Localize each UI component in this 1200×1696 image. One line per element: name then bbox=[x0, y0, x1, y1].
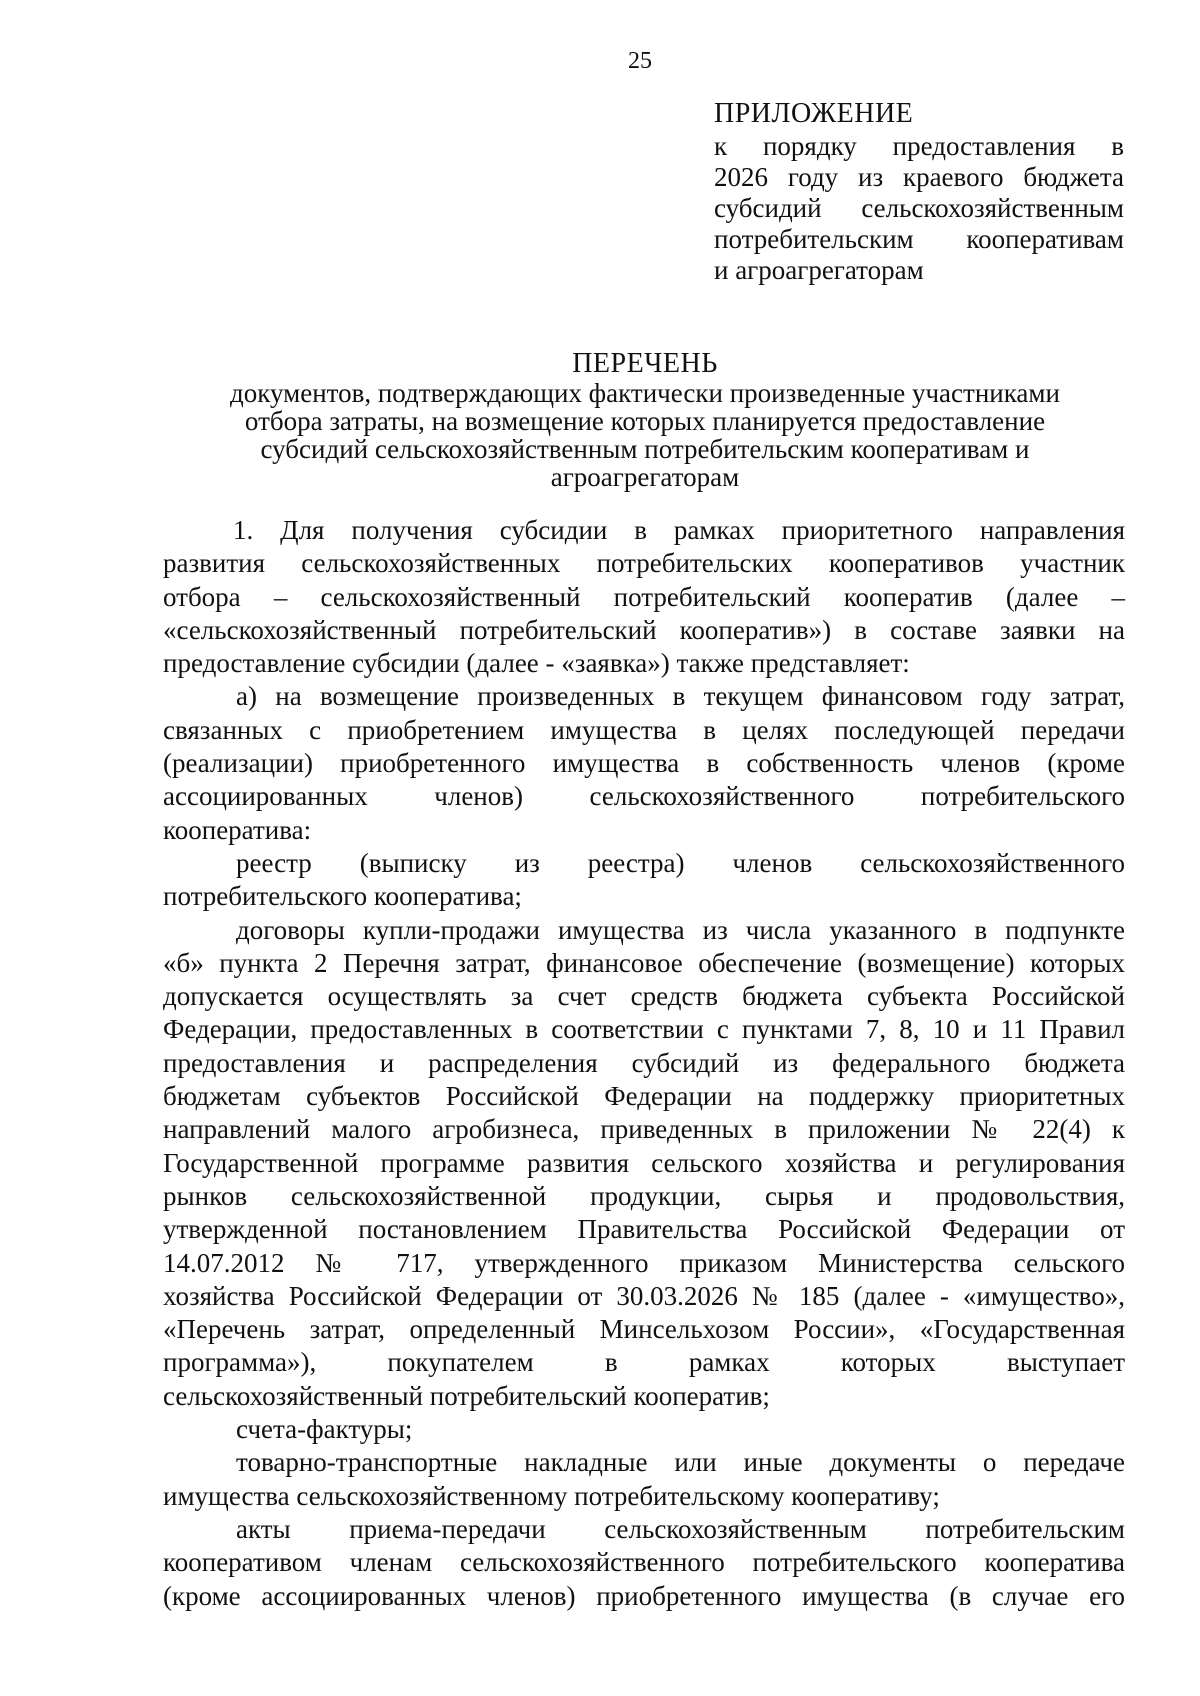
body-line: рынков сельскохозяйственной продукции, сырья и продовольствия, bbox=[163, 1180, 1125, 1211]
body-line: кооперативом членам сельскохозяйственного потребительского кооператива bbox=[163, 1547, 1125, 1578]
body-line: (кроме ассоциированных членов) приобретенного имущества (в случае его bbox=[163, 1580, 1125, 1611]
body-line: предоставления и распределения субсидий из федерального бюджета bbox=[163, 1047, 1125, 1078]
body-line: направлений малого агробизнеса, приведенных в приложении № 22(4) к bbox=[163, 1114, 1125, 1145]
body-text bbox=[163, 514, 1125, 1613]
appendix-title: ПРИЛОЖЕНИЕ bbox=[714, 98, 914, 129]
appendix-line: 2026 году из краевого бюджета bbox=[714, 162, 1124, 192]
body-line: потребительского кооператива; bbox=[163, 881, 522, 912]
list-subtitle-line: отбора затраты, на возмещение которых планируется предоставление bbox=[244, 406, 1046, 436]
body-line: реестр (выписку из реестра) членов сельскохозяйственного bbox=[236, 847, 1125, 878]
body-line: ассоциированных членов) сельскохозяйственного потребительского bbox=[163, 781, 1125, 812]
body-line: акты приема-передачи сельскохозяйственным потребительским bbox=[236, 1513, 1125, 1544]
list-subtitle-line: субсидий сельскохозяйственным потребительским кооперативам и bbox=[260, 434, 1030, 464]
body-line: сельскохозяйственный потребительский кооператив; bbox=[163, 1380, 770, 1411]
appendix-line: субсидий сельскохозяйственным bbox=[714, 193, 1124, 223]
body-line: кооператива: bbox=[163, 814, 312, 845]
list-title: ПЕРЕЧЕНЬ bbox=[572, 348, 718, 379]
body-line: товарно-транспортные накладные или иные документы о передаче bbox=[236, 1447, 1125, 1478]
body-line: «Перечень затрат, определенный Минсельхозом России», «Государственная bbox=[163, 1314, 1125, 1345]
body-line: счета-фактуры; bbox=[236, 1414, 413, 1445]
body-line: «б» пункта 2 Перечня затрат, финансовое обеспечение (возмещение) которых bbox=[163, 947, 1125, 978]
body-line: развития сельскохозяйственных потребительских кооперативов участник bbox=[163, 548, 1125, 579]
list-subtitle-line: агроагрегаторам bbox=[550, 462, 740, 492]
body-line: утвержденной постановлением Правительства Российской Федерации от bbox=[163, 1214, 1125, 1245]
body-line: предоставление субсидии (далее - «заявка») также представляет: bbox=[163, 648, 910, 679]
appendix-line: потребительским кооперативам bbox=[714, 224, 1124, 254]
body-line: «сельскохозяйственный потребительский кооператив») в составе заявки на bbox=[163, 614, 1125, 645]
body-line: хозяйства Российской Федерации от 30.03.2026 № 185 (далее - «имущество», bbox=[163, 1280, 1125, 1311]
appendix-line: к порядку предоставления в bbox=[714, 131, 1124, 161]
body-line: (реализации) приобретенного имущества в собственность членов (кроме bbox=[163, 748, 1125, 779]
page-number: 25 bbox=[628, 48, 652, 74]
body-line: отбора – сельскохозяйственный потребительский кооператив (далее – bbox=[163, 581, 1125, 612]
list-header bbox=[165, 350, 1125, 491]
body-line: Государственной программе развития сельского хозяйства и регулирования bbox=[163, 1147, 1125, 1178]
body-line: связанных с приобретением имущества в целях последующей передачи bbox=[163, 714, 1125, 745]
body-line: допускается осуществлять за счет средств бюджета субъекта Российской bbox=[163, 981, 1125, 1012]
appendix-block bbox=[714, 98, 1124, 286]
body-line: а) на возмещение произведенных в текущем финансовом году затрат, bbox=[236, 681, 1125, 712]
body-line: бюджетам субъектов Российской Федерации на поддержку приоритетных bbox=[163, 1081, 1125, 1112]
body-line: договоры купли-продажи имущества из числа указанного в подпункте bbox=[236, 914, 1125, 945]
body-line: Федерации, предоставленных в соответствии с пунктами 7, 8, 10 и 11 Правил bbox=[163, 1014, 1125, 1045]
body-line: имущества сельскохозяйственному потребительскому кооперативу; bbox=[163, 1480, 940, 1511]
body-line: 1. Для получения субсидии в рамках приоритетного направления bbox=[233, 515, 1125, 545]
list-subtitle-line: документов, подтверждающих фактически произведенные участниками bbox=[230, 378, 1060, 408]
body-line: 14.07.2012 № 717, утвержденного приказом Министерства сельского bbox=[163, 1247, 1125, 1278]
body-line: программа»), покупателем в рамках которых выступает bbox=[163, 1347, 1125, 1378]
appendix-line: и агроагрегаторам bbox=[714, 255, 924, 285]
